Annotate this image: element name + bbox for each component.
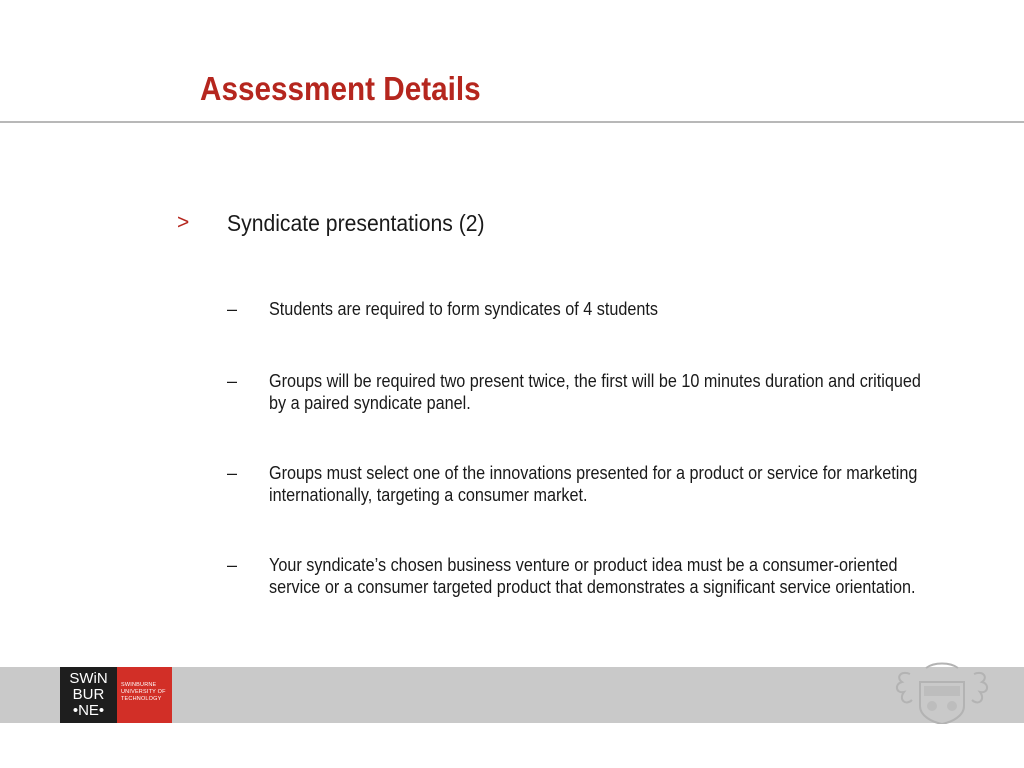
dash-marker: – (227, 371, 238, 391)
logo-wordmark (60, 667, 117, 723)
dash-marker: – (227, 463, 238, 483)
dash-marker: – (227, 555, 238, 575)
sub-bullet-text: Groups will be required two present twice, the first will be 10 minutes duration and critiqued by a paired syndicate panel. (269, 371, 921, 413)
slide-title: Assessment Details (200, 70, 481, 107)
sub-bullet-text: Your syndicate’s chosen business venture or product idea must be a consumer-oriented service or a consumer targeted product that demonstrates a significant service orientation. (269, 555, 916, 597)
sub-bullet-text: Groups must select one of the innovations presented for a product or service for marketing internationally, targeting a consumer market. (269, 463, 918, 505)
logo-line: SWiN (69, 670, 108, 687)
main-bullet-text: Syndicate presentations (2) (227, 210, 485, 236)
title-divider (0, 121, 1024, 123)
logo-line: •NE• (72, 702, 105, 719)
swinburne-logo (60, 667, 172, 723)
dash-marker: – (227, 299, 238, 319)
logo-line: BUR (72, 686, 105, 703)
university-crest-icon (890, 660, 994, 724)
logo-tagline-block (117, 667, 172, 723)
sub-bullet-text: Students are required to form syndicates of 4 students (269, 299, 659, 319)
logo-subtext: SWINBURNE UNIVERSITY OF TECHNOLOGY (121, 682, 166, 702)
bullet-marker: > (177, 211, 190, 234)
